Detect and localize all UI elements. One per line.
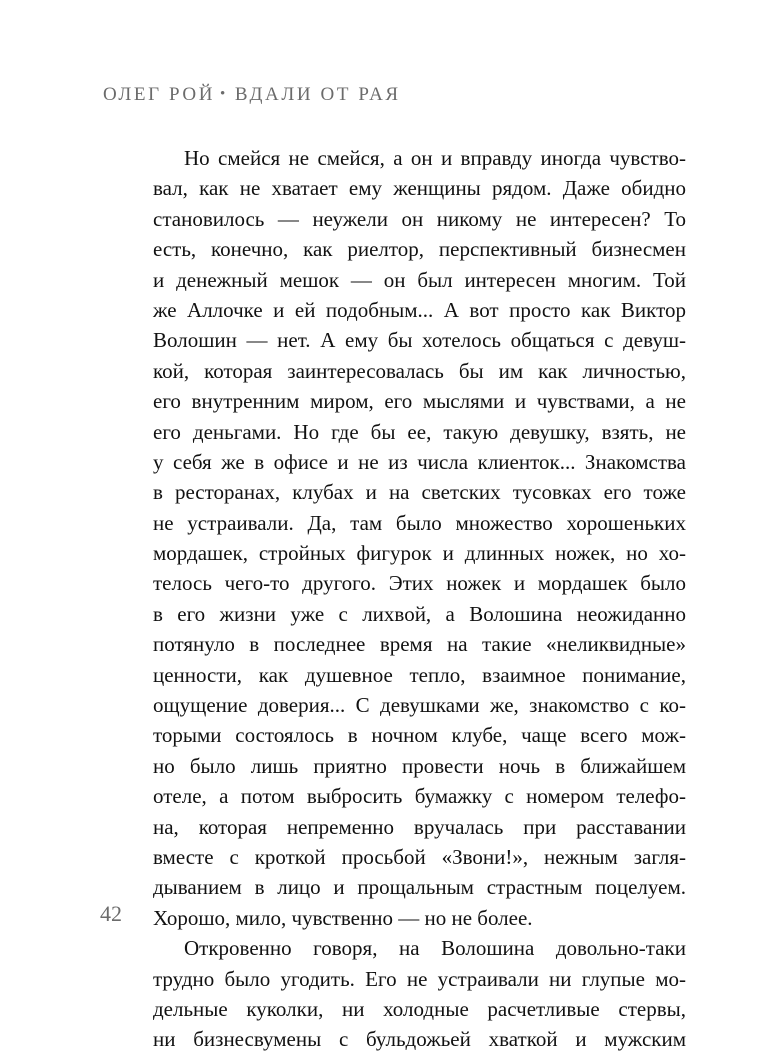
text-line: Но смейся не смейся, а он и вправду иногда чувство- <box>184 146 686 170</box>
text-line: его внутренним миром, его мыслями и чувствами, а не <box>153 389 686 414</box>
page-number: 42 <box>100 901 122 926</box>
text-line: ни бизнесвумены с бульдожьей хваткой и мужским <box>153 1027 686 1052</box>
header-separator-bullet: • <box>220 86 228 102</box>
text-line: и денежный мешок — он был интересен многим. Той <box>153 267 686 292</box>
running-header <box>103 80 401 111</box>
text-line: но было лишь приятно провести ночь в ближайшем <box>153 753 686 778</box>
text-line: же Аллочке и ей подобным... А вот просто как Виктор <box>153 297 686 322</box>
text-line: его деньгами. Но где бы ее, такую девушку, взять, не <box>153 419 686 444</box>
text-line: на, которая непременно вручалась при расставании <box>153 814 686 839</box>
text-line: дельные куколки, ни холодные расчетливые стервы, <box>153 996 686 1021</box>
text-line: вместе с кроткой просьбой «Звони!», нежным загля- <box>153 844 686 869</box>
text-line: трудно было угодить. Его не устраивали ни глупые мо- <box>153 966 686 991</box>
header-book-title: ВДАЛИ ОТ РАЯ <box>234 84 401 105</box>
text-line: ощущение доверия... С девушками же, знакомство с ко- <box>153 693 686 718</box>
text-line: потянуло в последнее время на такие «неликвидные» <box>153 632 686 657</box>
text-line: мордашек, стройных фигурок и длинных ножек, но хо- <box>153 541 686 566</box>
text-line: Волошин — нет. А ему бы хотелось общаться с девуш- <box>153 328 686 353</box>
text-line: Откровенно говоря, на Волошина довольно-таки <box>184 936 686 961</box>
text-line: в ресторанах, клубах и на светских тусовках его тоже <box>153 480 686 505</box>
text-line: дыванием в лицо и прощальным страстным поцелуем. <box>153 875 686 900</box>
text-line: ценности, как душевное тепло, взаимное понимание, <box>153 662 686 687</box>
text-line: торыми состоялось в ночном клубе, чаще всего мож- <box>153 723 686 748</box>
text-line: становилось — неужели он никому не интересен? То <box>153 206 686 231</box>
text-line: Хорошо, мило, чувственно — но не более. <box>153 905 533 930</box>
text-line: у себя же в офисе и не из числа клиенток... Знакомства <box>153 449 686 474</box>
text-line: есть, конечно, как риелтор, перспективный бизнесмен <box>153 237 686 262</box>
header-author: ОЛЕГ РОЙ <box>103 84 216 105</box>
text-line: кой, которая заинтересовалась бы им как личностью, <box>153 358 686 383</box>
text-line: в его жизни уже с лихвой, а Волошина неожиданно <box>153 601 686 626</box>
text-line: отеле, а потом выбросить бумажку с номером телефо- <box>153 784 686 809</box>
body-text <box>153 143 686 1055</box>
text-line: вал, как не хватает ему женщины рядом. Даже обидно <box>153 176 686 201</box>
text-line: не устраивали. Да, там было множество хорошеньких <box>153 510 686 535</box>
text-line: телось чего-то другого. Этих ножек и мордашек было <box>153 571 686 596</box>
